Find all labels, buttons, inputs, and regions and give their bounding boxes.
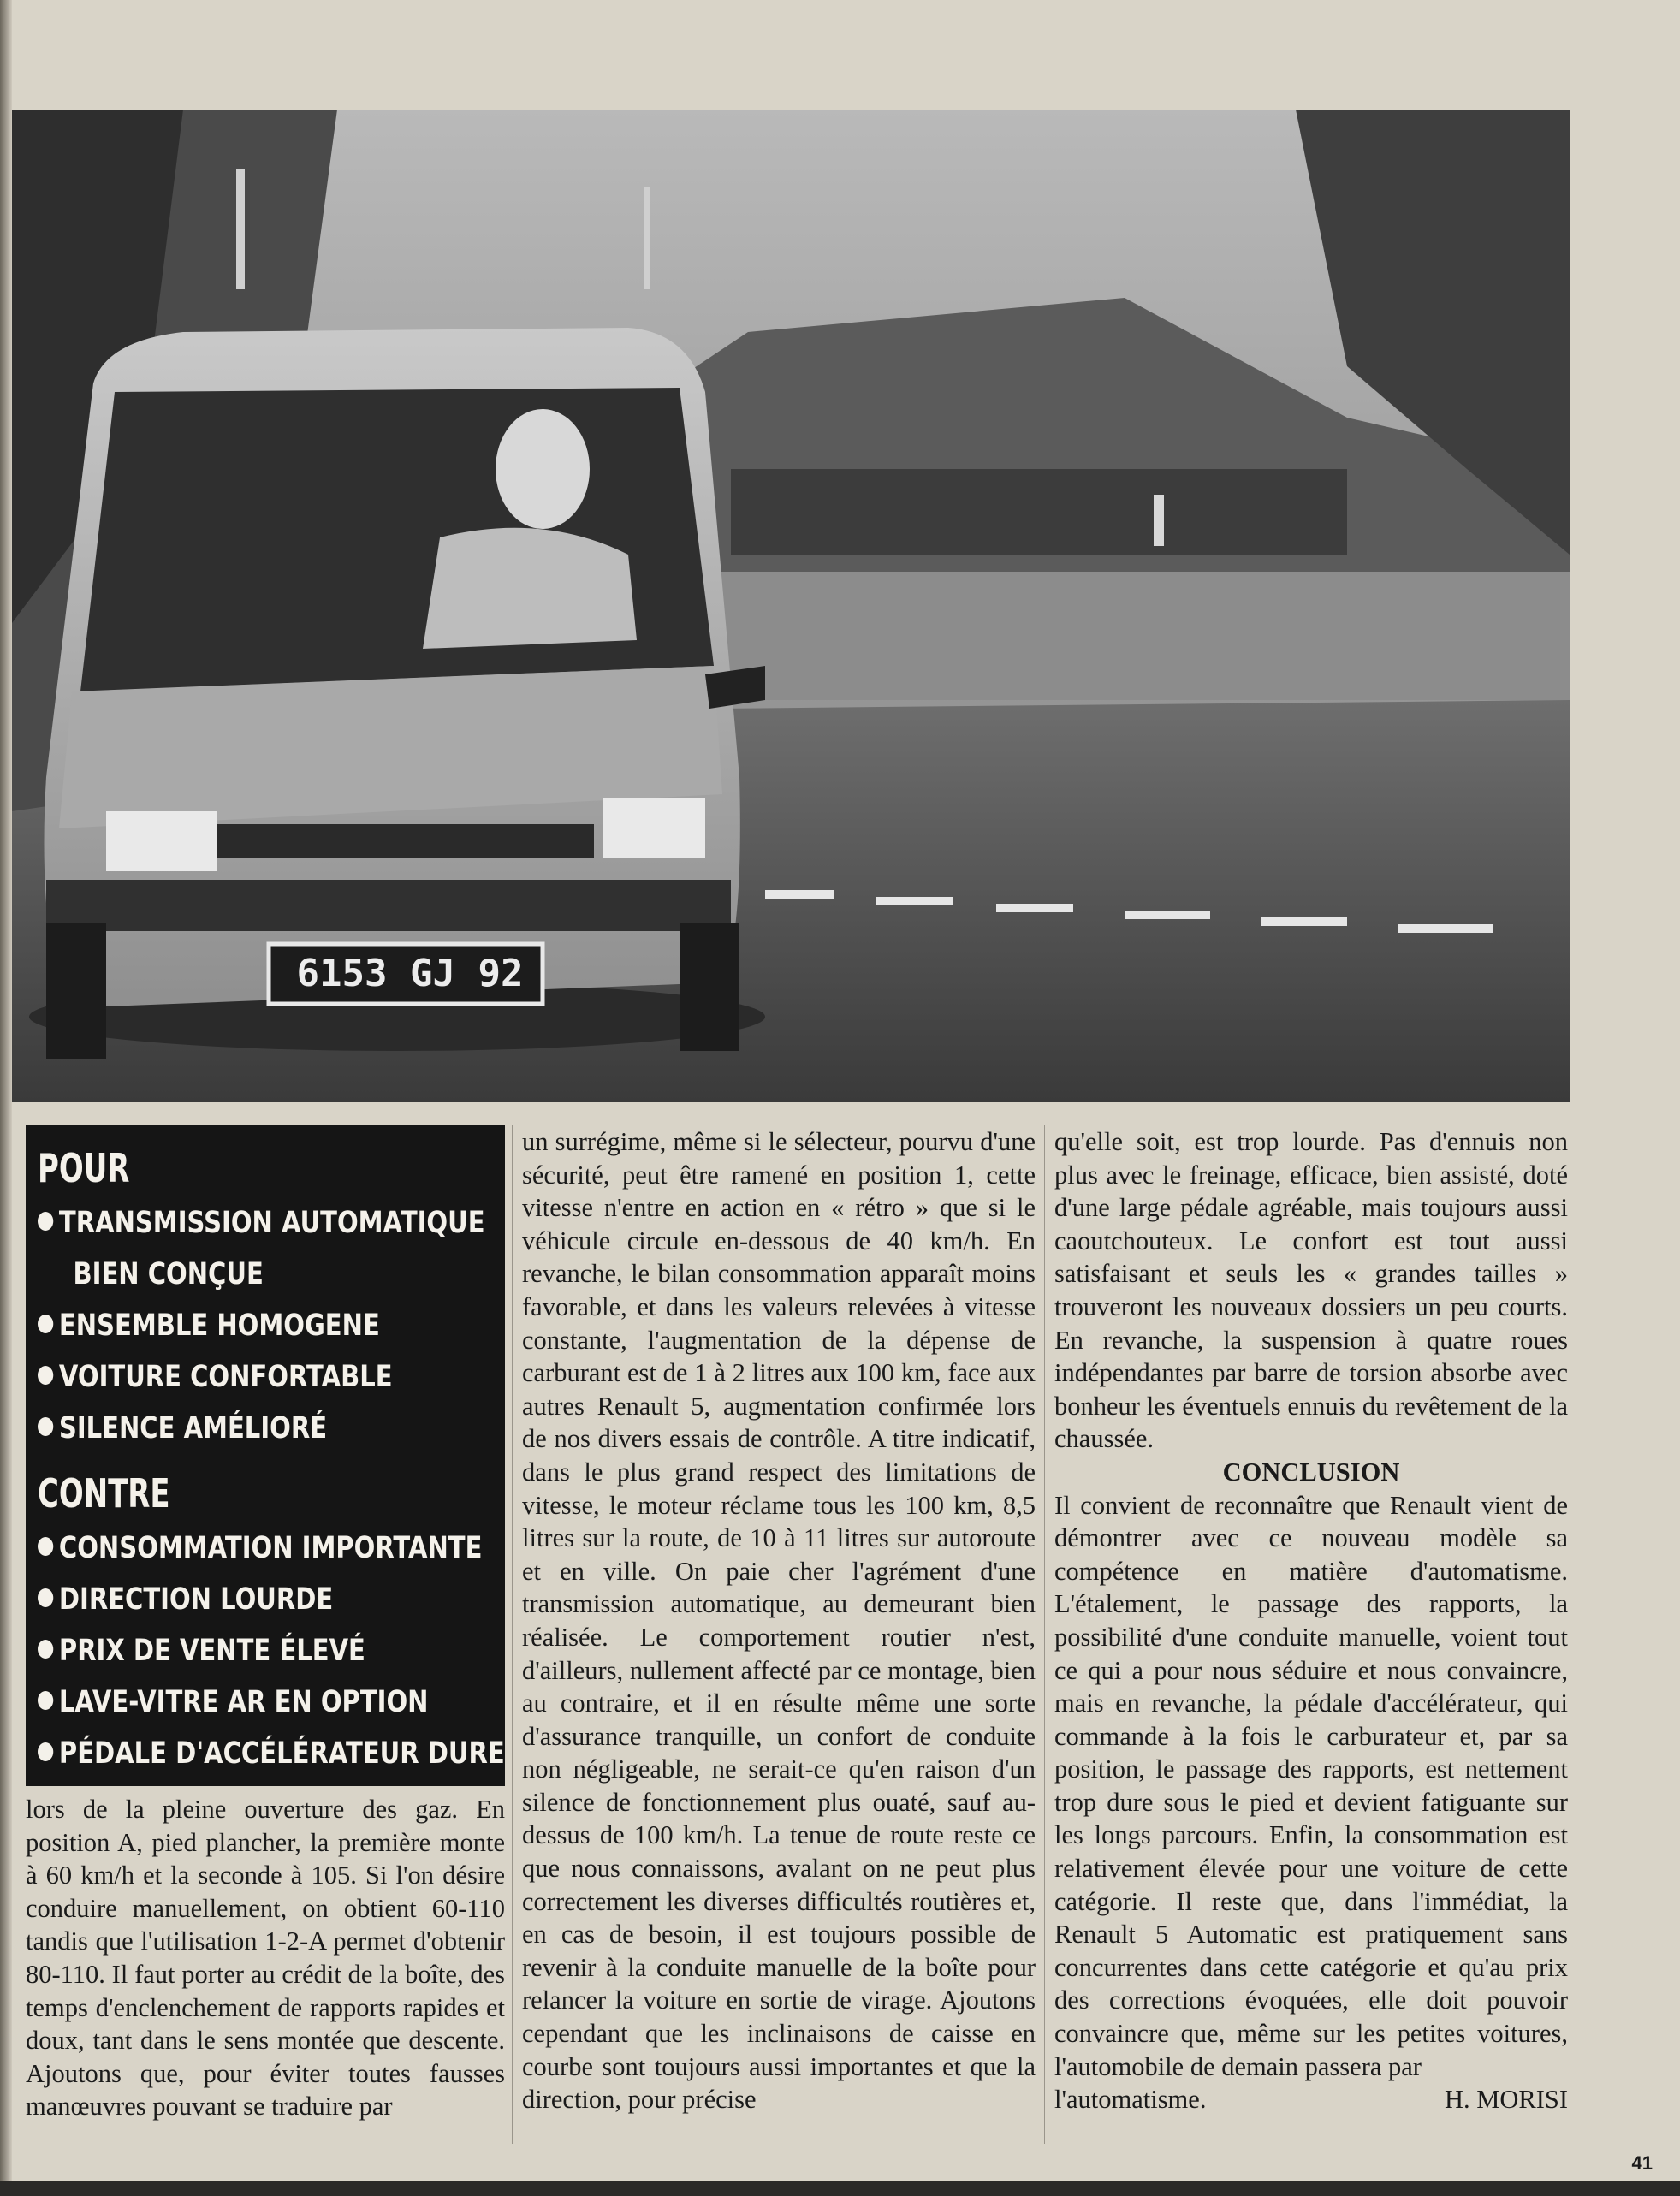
column-2-text: un surrégime, même si le sélecteur, pourvu d'une sécurité, peut être ramené en position 1, cette vitesse n'entre en action en « rétro » que si le véhicule circule en-dessous de 40 km/h. En revanche, le bilan consommation apparaît moins favorable, et dans les valeurs relevées à vitesse constante, l'augmentation de la dépense de carburant est de 1 à 2 litres aux 100 km, face aux autres Renault 5, augmentation confirmée lors de nos divers essais de contrôle. A titre indicatif, dans le plus grand respect des limitations de vitesse, le moteur réclame tous les 100 km, 8,5 litres sur la route, de 10 à 11 litres sur autoroute et en ville. On paie cher l'agrément d'une transmission automatique, au demeurant bien réalisée. Le comportement routier n'est, d'ailleurs, nullement affecté par ce montage, bien au contraire, et il en résulte même une sorte d'assurance tranquille, un confort de conduite non négligeable, ne serait-ce qu'en raison d'un silence de fonctionnement plus ouaté, sauf au-dessus de 100 km/h. La tenue de route reste ce que nous connaissons, avalant on ne peut plus correctement les diverses difficultés routières et, en cas de besoin, il est toujours possible de revenir à la conduite manuelle de la boîte pour relancer la voiture en sortie de virage. Ajoutons cependant que les inclinaisons de caisse en courbe sont toujours aussi importantes et que la direction, pour précise [522,1127,1036,2115]
bullet-icon [38,1315,53,1333]
contre-item: CONSOMMATION IMPORTANTE [38,1522,416,1574]
bullet-icon [38,1366,53,1385]
conclusion-last-line: l'automatisme. [1054,2085,1207,2115]
bullet-icon [38,1588,53,1607]
contre-item: PRIX DE VENTE ÉLEVÉ [38,1625,416,1677]
column-2 [522,1125,1036,2116]
author-signature: H. MORISI [1444,2085,1568,2115]
pour-heading: POUR [38,1145,130,1191]
contre-list [38,1522,505,1779]
contre-item: PÉDALE D'ACCÉLÉRATEUR DURE [38,1728,416,1779]
column-3 [1054,1125,1568,2116]
column-1-text: lors de la pleine ouverture des gaz. En position A, pied plancher, la première monte à 60 km/h et la seconde à 105. Si l'on désire conduire manuellement, on obtient 60-110 tandis que l'utilisation 1-2-A permet d'obtenir 80-110. Il faut porter au crédit de la boîte, des temps d'enclenchement de rapports rapides et doux, tant dans le sens montée que descente. Ajoutons que, pour éviter toutes fausses manœuvres pouvant se traduire par [26,1795,505,2122]
license-plate: 6153 GJ 92 [296,952,524,995]
pour-item: VOITURE CONFORTABLE [38,1351,416,1403]
bullet-icon [38,1417,53,1436]
pros-cons-box [26,1125,505,1786]
bullet-icon [38,1537,53,1556]
pour-item: TRANSMISSION AUTOMATIQUE [38,1197,416,1249]
bottom-strip [0,2181,1680,2196]
bullet-icon [38,1691,53,1710]
bullet-icon [38,1742,53,1761]
bullet-icon [38,1640,53,1659]
page-number: 41 [1631,2152,1653,2174]
column-divider [512,1125,513,2144]
contre-item: DIRECTION LOURDE [38,1574,416,1625]
car-photo [12,110,1570,1102]
car-photo-illustration [12,110,1570,1102]
conclusion-heading: CONCLUSION [1222,1457,1400,1487]
bullet-icon [38,1212,53,1231]
column-divider [1044,1125,1045,2144]
pour-list [38,1197,493,1454]
pour-item: SILENCE AMÉLIORÉ [38,1403,416,1454]
contre-item: LAVE-VITRE AR EN OPTION [38,1677,416,1728]
pour-item: ENSEMBLE HOMOGENE [38,1300,416,1351]
signature-row [1054,2083,1568,2116]
page-edge [0,0,12,2196]
column-3-text: qu'elle soit, est trop lourde. Pas d'ennuis non plus avec le freinage, efficace, bien assisté, doté d'une large pédale agréable, mais toujours aussi caoutchouteux. Le confort est tout aussi satisfaisant et seuls les « grandes tailles » trouveront les nouveaux dossiers un peu courts. En revanche, la suspension à quatre roues indépendantes par barre de torsion absorbe avec bonheur les éventuels ennuis du revêtement de la chaussée. [1054,1127,1568,1454]
contre-heading: CONTRE [38,1470,170,1516]
conclusion-text: Il convient de reconnaître que Renault vient de démontrer avec ce nouveau modèle sa compétence en matière d'automatisme. L'étalement, le passage des rapports, la possibilité d'une conduite manuelle, voient tout ce qui a pour nous séduire et nous convaincre, mais en revanche, la pédale d'accélérateur, qui commande à la fois le carburateur et, par sa position, le passage des rapports, est nettement trop dure sous le pied et devient fatiguante sur les longs parcours. Enfin, la consommation est relativement élevée pour une voiture de cette catégorie. Il reste que, dans l'immédiat, la Renault 5 Automatic est pratiquement sans concurrentes dans cette catégorie et qu'au prix des corrections évoquées, elle doit pouvoir convaincre que, même sur les petites voitures, l'automobile de demain passera par [1054,1490,1568,2081]
pour-item: BIEN CONÇUE [73,1257,264,1291]
